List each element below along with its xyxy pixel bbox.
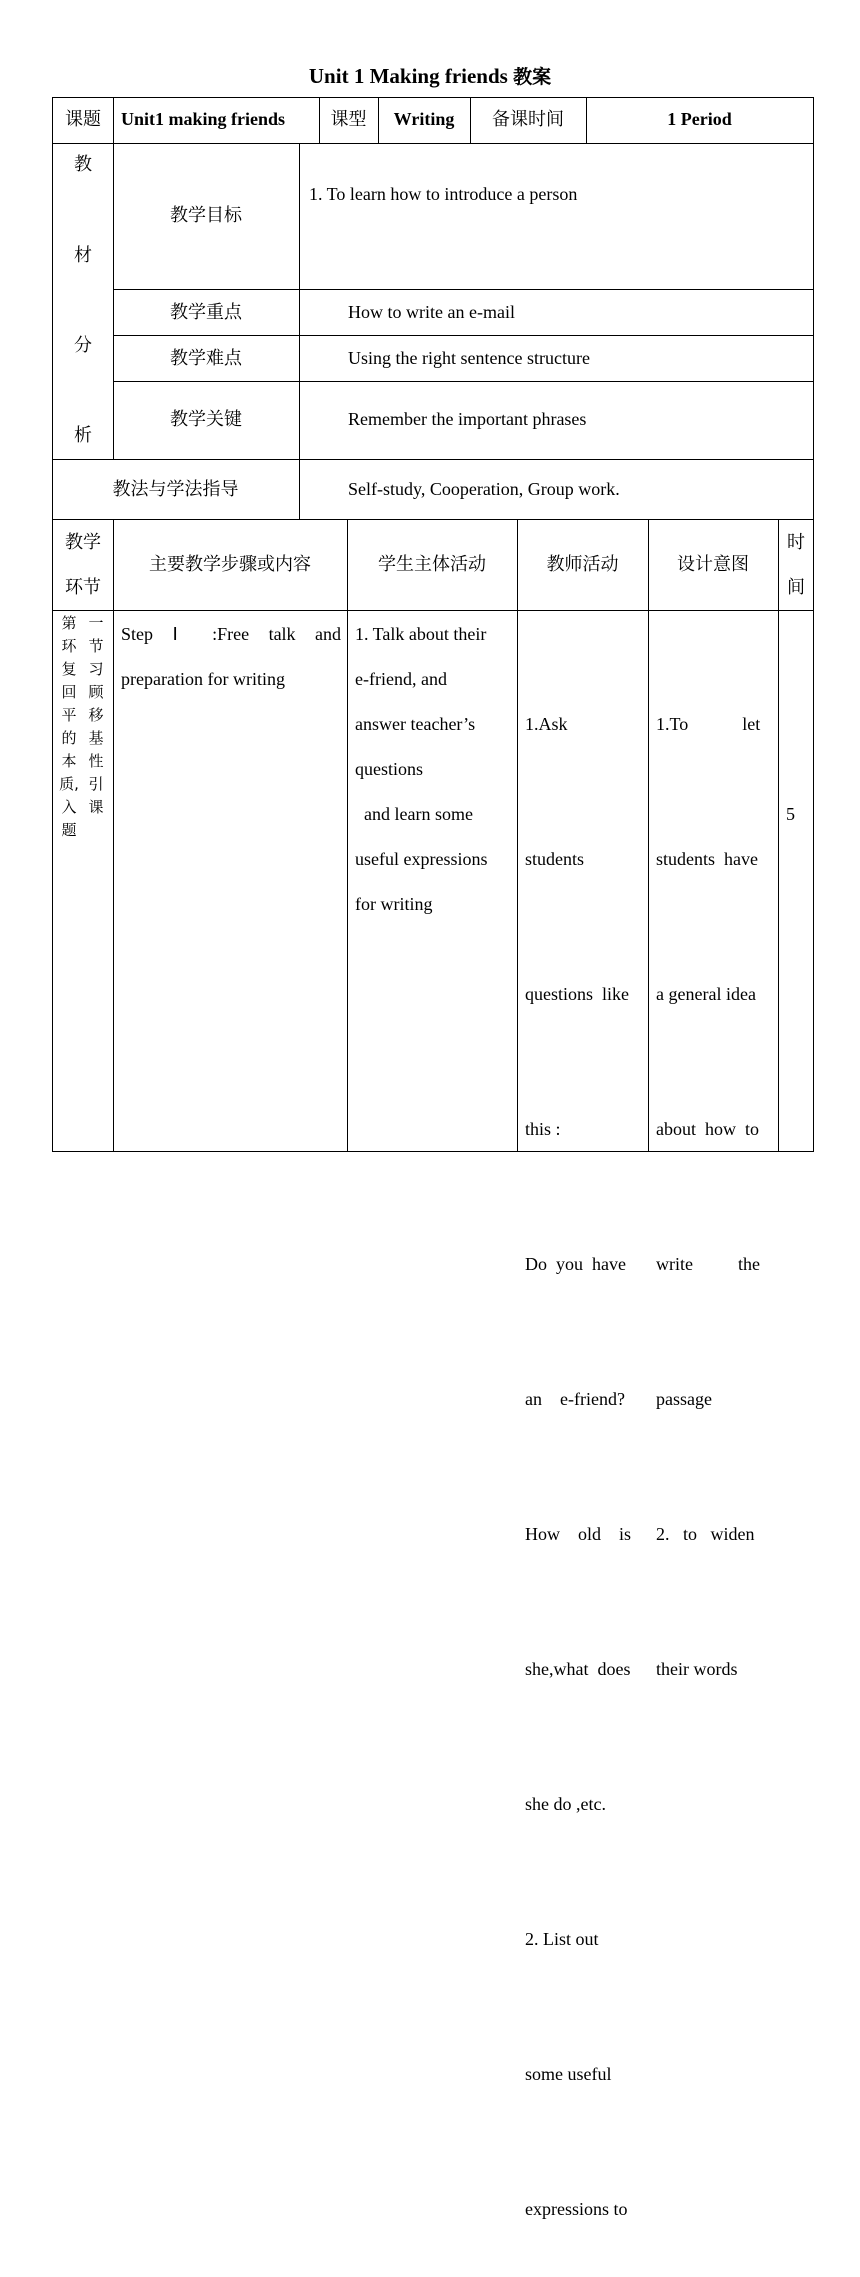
title-en: Unit 1 Making friends — [308, 64, 508, 88]
key-label: 教学重点 — [170, 302, 242, 323]
design-intent: 1.To let students have a general idea about how to write the passage 2. to widen their words — [656, 714, 761, 1679]
type-value: Writing — [393, 109, 455, 129]
key-value: How to write an e-mail — [348, 302, 515, 322]
goal-label: 教学目标 — [170, 205, 242, 226]
analysis-side-char-2: 材 — [74, 245, 92, 266]
stage-right-column: 一 节 习 顾 移 基 性 引 课 — [88, 614, 104, 816]
goal-value: 1. To learn how to introduce a person — [309, 184, 578, 204]
analysis-side-char-1: 教 — [74, 154, 92, 175]
difficulty-value: Using the right sentence structure — [348, 348, 590, 368]
col-stage-line-2: 环节 — [65, 577, 101, 598]
type-label: 课型 — [330, 109, 367, 130]
crux-value: Remember the important phrases — [348, 409, 587, 429]
step-content: Step Ⅰ :Free talk and preparation for writing — [121, 624, 341, 689]
period-value: 1 Period — [667, 109, 732, 129]
topic-value: Unit1 making friends — [121, 109, 286, 129]
analysis-side-char-4: 析 — [74, 425, 92, 446]
teacher-activity: 1.Ask students questions like this : Do you have an e-friend? How old is she,what does she do ,etc. 2. List out some useful expressions to — [525, 714, 632, 2219]
col-stage-line-1: 教学 — [65, 532, 101, 553]
method-label: 教法与学法指导 — [112, 479, 239, 500]
col-teacher: 教师活动 — [546, 554, 619, 575]
col-time-line-1: 时 — [787, 532, 805, 553]
title-cn: 教案 — [513, 66, 552, 88]
col-time-line-2: 间 — [787, 577, 805, 598]
stage-left-column: 第 环 复 回 平 的 本 质, 入 题 — [59, 614, 79, 839]
time-value: 5 — [786, 804, 795, 824]
topic-label: 课题 — [65, 109, 101, 130]
document-title — [0, 62, 860, 89]
col-steps: 主要教学步骤或内容 — [149, 554, 311, 575]
analysis-side-char-3: 分 — [74, 335, 92, 356]
method-value: Self-study, Cooperation, Group work. — [348, 479, 620, 499]
col-student: 学生主体活动 — [378, 554, 486, 575]
student-activity: 1. Talk about their e-friend, and answer teacher’s questions and learn some useful expressions for writing — [355, 624, 488, 914]
col-design: 设计意图 — [677, 554, 749, 575]
crux-label: 教学关键 — [170, 409, 242, 430]
prep-time-label: 备课时间 — [492, 109, 564, 130]
difficulty-label: 教学难点 — [170, 348, 242, 369]
